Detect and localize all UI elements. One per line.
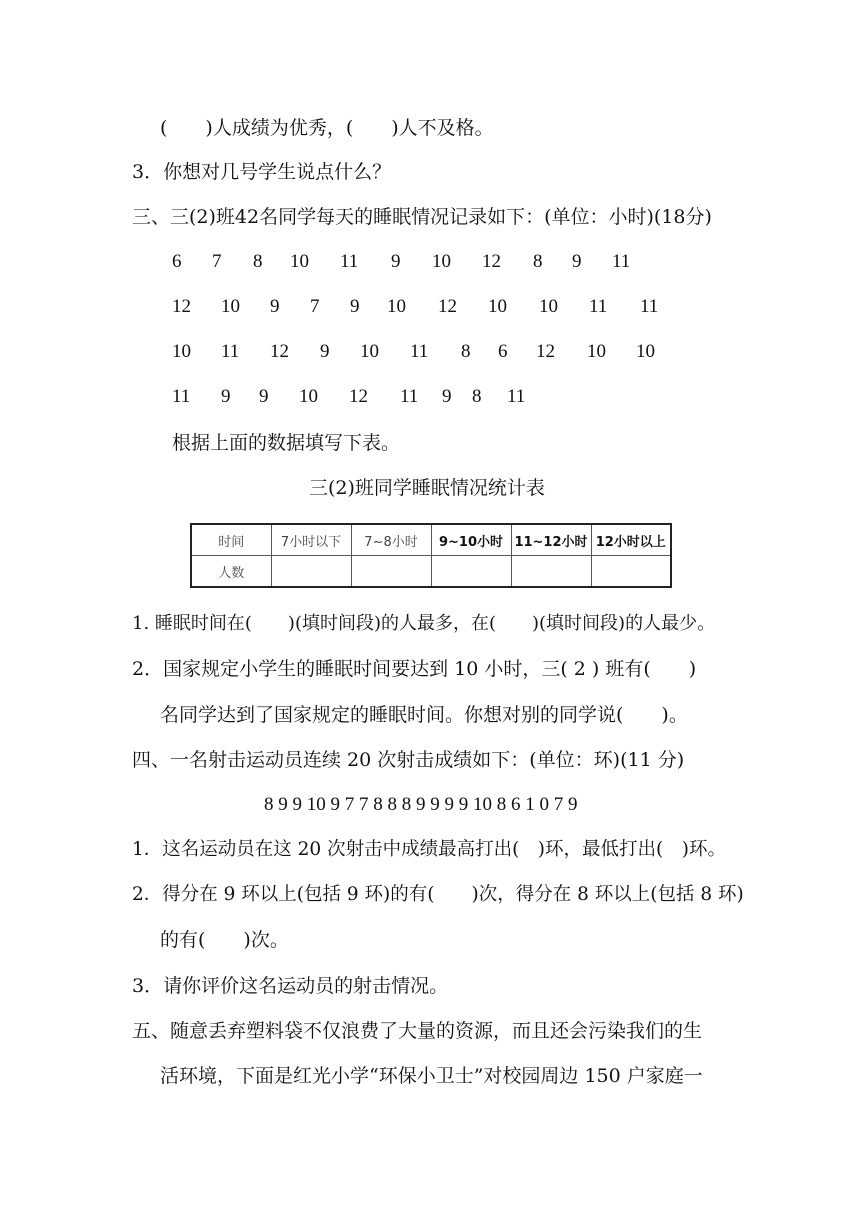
sleep-value: 7 [310, 296, 320, 317]
question-4-3: 3．请你评价这名运动员的射击情况。 [132, 975, 449, 997]
table-column-header: 9~10小时 [431, 524, 511, 556]
sleep-value: 12 [349, 386, 368, 407]
sleep-data-row-3 [172, 338, 655, 366]
table-cell[interactable] [271, 556, 351, 588]
table-column-header: 7小时以下 [271, 524, 351, 556]
sleep-value: 10 [539, 296, 558, 317]
sleep-value: 11 [221, 341, 240, 362]
sleep-value: 11 [340, 251, 359, 272]
section-3-title: 三、三(2)班42名同学每天的睡眠情况记录如下：(单位：小时)(18分) [132, 206, 712, 228]
sleep-value: 9 [270, 296, 280, 317]
fill-table-instruction: 根据上面的数据填写下表。 [172, 432, 401, 454]
table-column-header: 12小时以上 [591, 524, 671, 556]
sleep-data-row-4 [172, 383, 525, 411]
sleep-value: 10 [360, 341, 379, 362]
sleep-value: 12 [270, 341, 289, 362]
sleep-value: 8 [461, 341, 471, 362]
sleep-data-row-2 [172, 293, 658, 321]
sleep-value: 9 [572, 251, 582, 272]
sleep-value: 10 [636, 341, 655, 362]
table-cell[interactable] [591, 556, 671, 588]
sleep-value: 11 [640, 296, 659, 317]
sleep-value: 10 [172, 341, 191, 362]
sleep-value: 12 [536, 341, 555, 362]
sleep-value: 10 [587, 341, 606, 362]
question-3-2: 2．国家规定小学生的睡眠时间要达到 10 小时，三( 2 ) 班有( ) [132, 658, 697, 680]
sleep-value: 12 [482, 251, 501, 272]
sleep-data-row-1 [172, 248, 630, 276]
table-cell[interactable] [351, 556, 431, 588]
sleep-value: 10 [221, 296, 240, 317]
sleep-value: 10 [290, 251, 309, 272]
sleep-value: 9 [442, 386, 452, 407]
table-cell[interactable] [431, 556, 511, 588]
sleep-value: 11 [507, 386, 526, 407]
sleep-value: 11 [172, 386, 191, 407]
table-count-row [191, 556, 671, 588]
table-header-label: 时间 [191, 524, 271, 556]
sleep-value: 6 [172, 251, 182, 272]
question-3-comment: 3．你想对几号学生说点什么？ [132, 161, 392, 183]
sleep-value: 10 [488, 296, 507, 317]
sleep-value: 10 [387, 296, 406, 317]
question-4-2: 2．得分在 9 环以上(包括 9 环)的有( )次，得分在 8 环以上(包括 8 环) [132, 884, 744, 905]
table-header-row [191, 524, 671, 556]
sleep-value: 8 [472, 386, 482, 407]
table-caption: 三(2)班同学睡眠情况统计表 [309, 477, 545, 499]
sleep-value: 7 [212, 251, 222, 272]
sleep-value: 9 [391, 251, 401, 272]
answer-line-excellent-fail: ( )人成绩为优秀，( )人不及格。 [160, 117, 494, 139]
sleep-value: 8 [533, 251, 543, 272]
table-row-label: 人数 [191, 556, 271, 588]
question-4-1: 1．这名运动员在这 20 次射击中成绩最高打出( )环，最低打出( )环。 [132, 839, 726, 860]
sleep-stat-table [190, 523, 672, 588]
sleep-value: 11 [410, 341, 429, 362]
table-column-header: 7~8小时 [351, 524, 431, 556]
sleep-value: 12 [172, 296, 191, 317]
sleep-value: 12 [438, 296, 457, 317]
question-4-2-continued: 的有( )次。 [160, 929, 289, 951]
sleep-value: 11 [589, 296, 608, 317]
section-5-title: 五、随意丢弃塑料袋不仅浪费了大量的资源，而且还会污染我们的生 [132, 1020, 703, 1042]
sleep-value: 8 [253, 251, 263, 272]
shooting-scores: 8 9 9 10 9 7 7 8 8 8 9 9 9 9 10 8 6 1 0 7 9 [264, 794, 578, 815]
question-3-1: 1. 睡眠时间在( )(填时间段)的人最多，在( )(填时间段)的人最少。 [132, 613, 716, 634]
sleep-value: 11 [400, 386, 419, 407]
section-5-continued: 活环境，下面是红光小学“环保小卫士”对校园周边 150 户家庭一 [160, 1065, 703, 1087]
sleep-value: 10 [299, 386, 318, 407]
table-column-header: 11~12小时 [511, 524, 591, 556]
sleep-value: 6 [498, 341, 508, 362]
sleep-value: 9 [320, 341, 330, 362]
sleep-value: 11 [612, 251, 631, 272]
sleep-value: 9 [259, 386, 269, 407]
sleep-value: 9 [221, 386, 231, 407]
question-3-2-continued: 名同学达到了国家规定的睡眠时间。你想对别的同学说( )。 [160, 704, 688, 726]
section-4-title: 四、一名射击运动员连续 20 次射击成绩如下：(单位：环)(11 分) [132, 749, 685, 771]
sleep-value: 10 [432, 251, 451, 272]
table-cell[interactable] [511, 556, 591, 588]
sleep-value: 9 [350, 296, 360, 317]
